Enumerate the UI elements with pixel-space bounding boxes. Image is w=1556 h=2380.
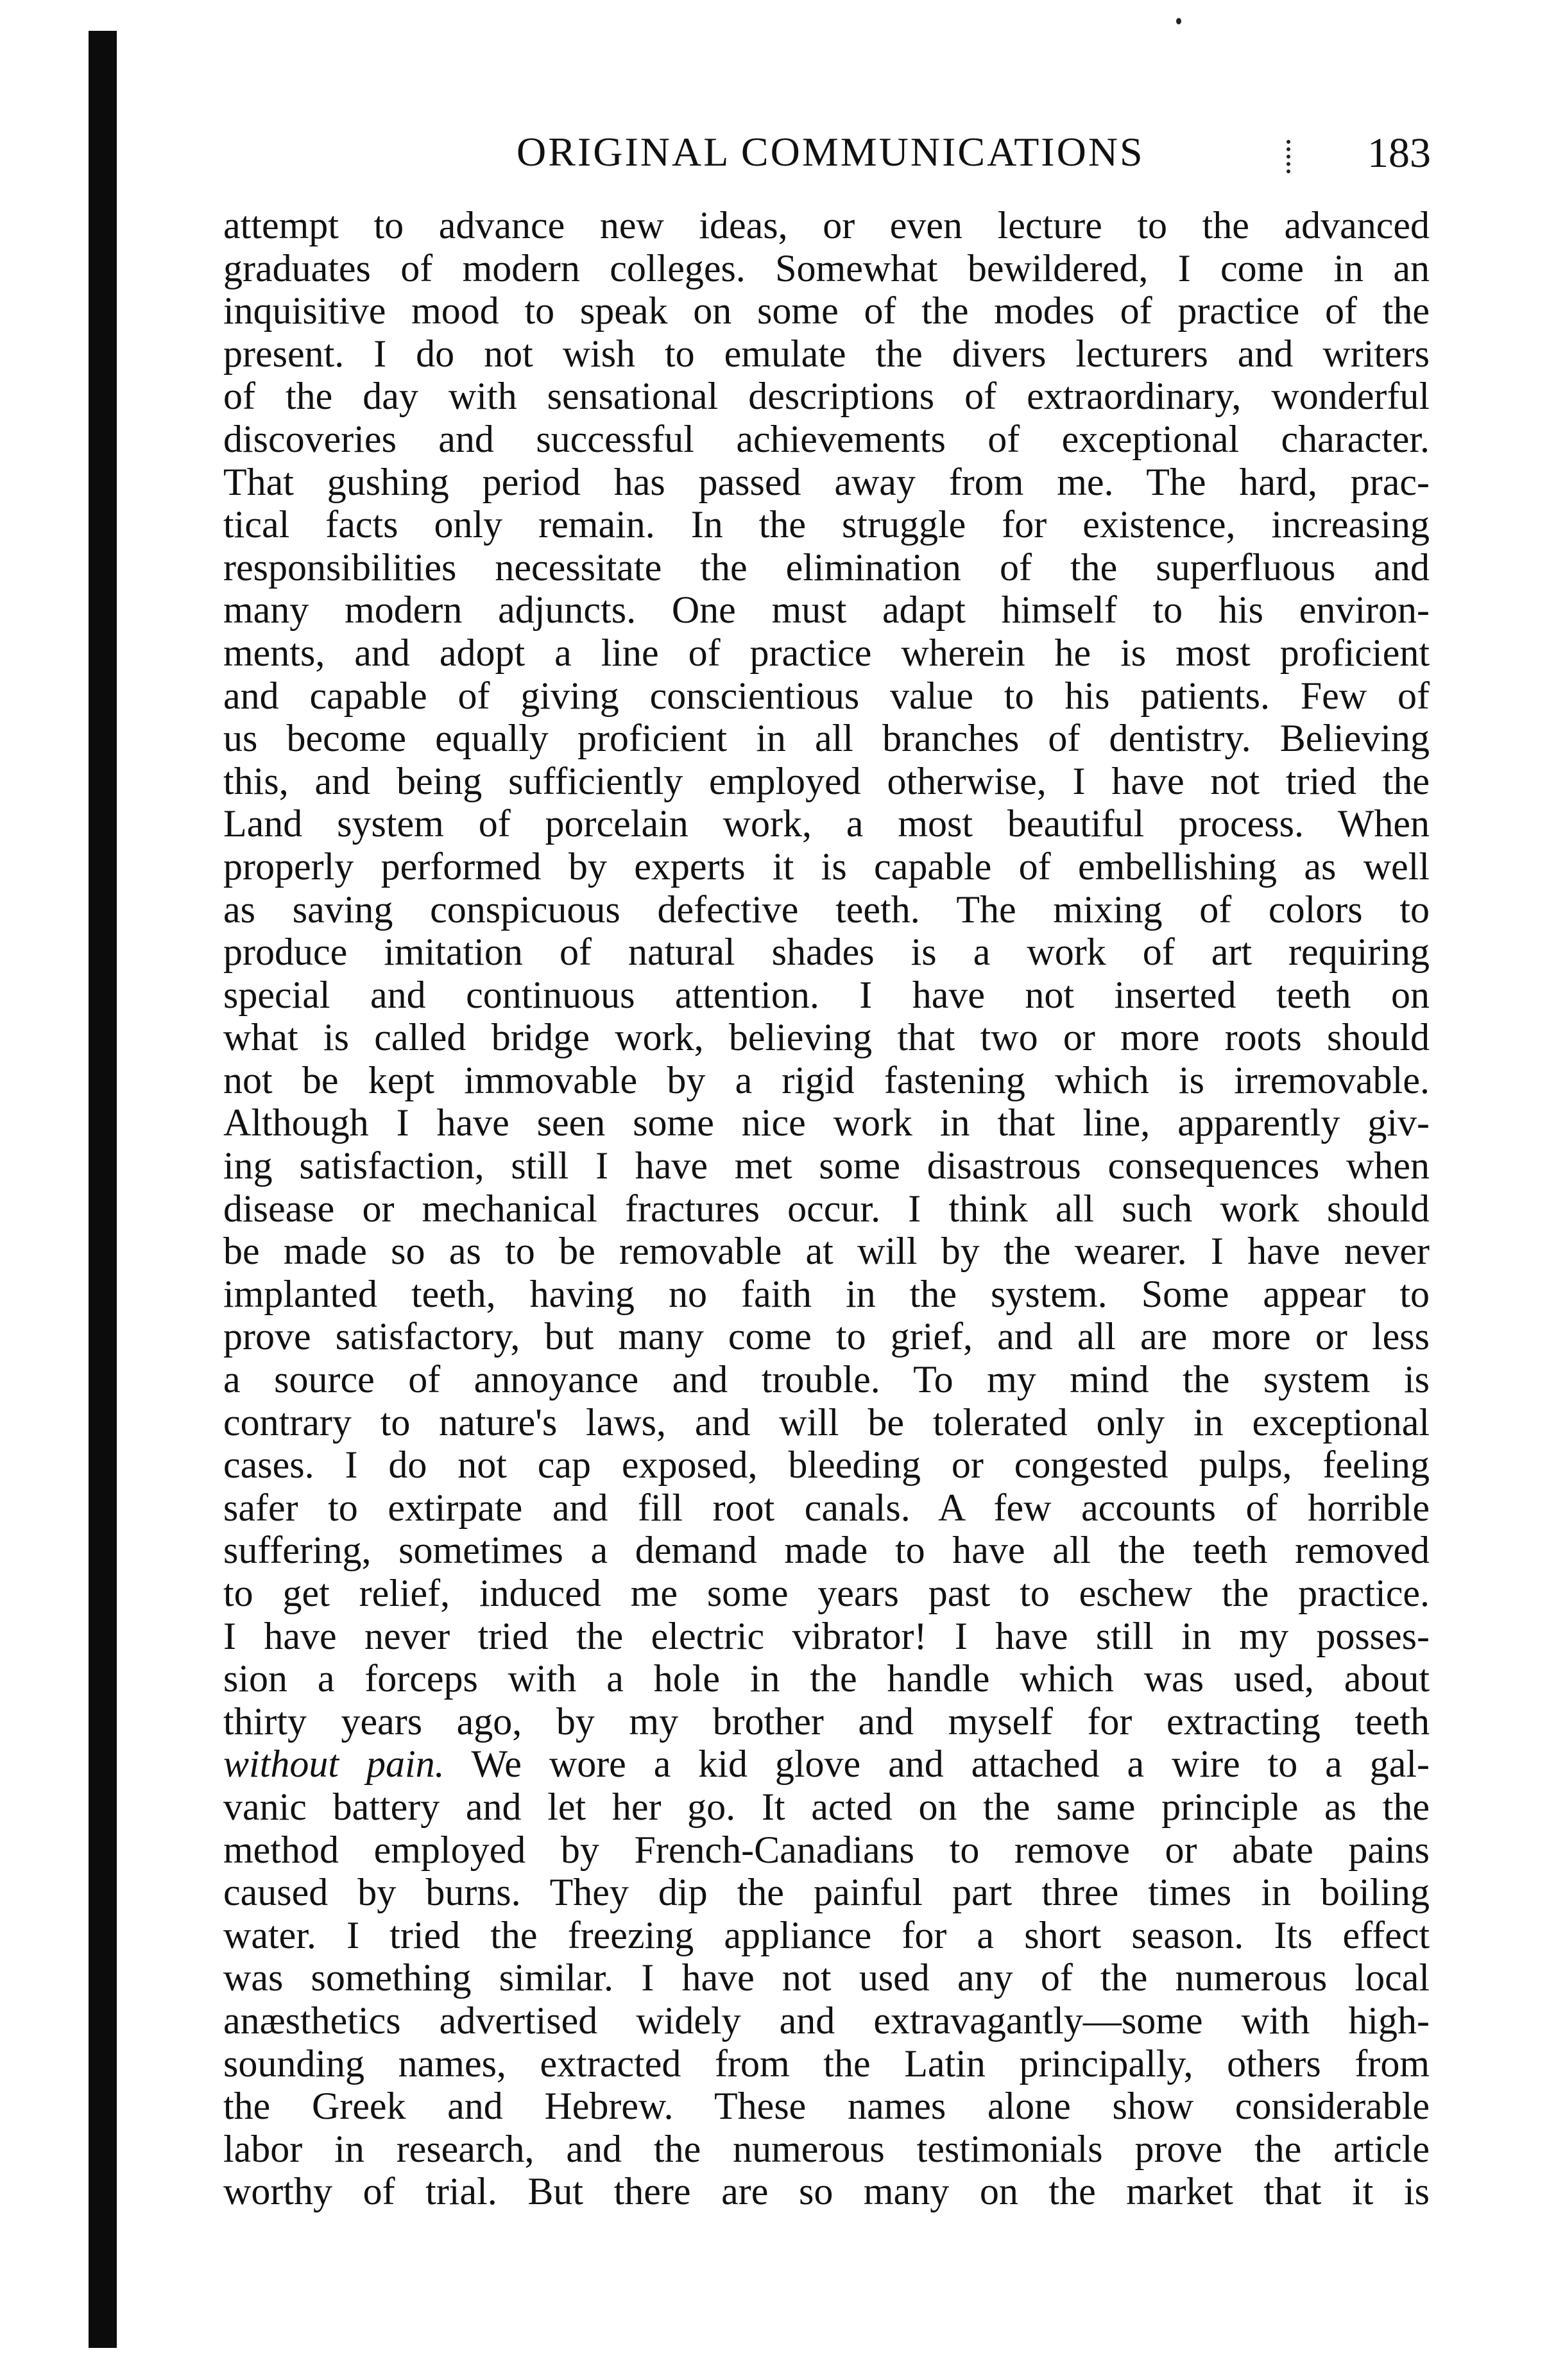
text-line: and capable of giving conscientious value to his patients. Few of bbox=[223, 674, 1430, 717]
text-line: Although I have seen some nice work in that line, apparently giv- bbox=[223, 1101, 1430, 1144]
text-line: Land system of porcelain work, a most beautiful process. When bbox=[223, 802, 1430, 845]
text-line: method employed by French-Canadians to remove or abate pains bbox=[223, 1828, 1430, 1871]
text-line: ments, and adopt a line of practice wherein he is most proficient bbox=[223, 631, 1430, 674]
text-line: contrary to nature's laws, and will be tolerated only in exceptional bbox=[223, 1401, 1430, 1444]
text-line: what is called bridge work, believing that two or more roots should bbox=[223, 1016, 1430, 1059]
text-line: inquisitive mood to speak on some of the modes of practice of the bbox=[223, 289, 1430, 332]
text-line: responsibilities necessitate the elimination of the superfluous and bbox=[223, 546, 1430, 589]
text-line: as saving conspicuous defective teeth. The mixing of colors to bbox=[223, 888, 1430, 931]
text-line: a source of annoyance and trouble. To my mind the system is bbox=[223, 1358, 1430, 1401]
text-line: prove satisfactory, but many come to grief, and all are more or less bbox=[223, 1315, 1430, 1358]
text-line: not be kept immovable by a rigid fastening which is irremovable. bbox=[223, 1058, 1430, 1101]
running-header bbox=[225, 123, 1431, 181]
text-line: I have never tried the electric vibrator! I have still in my posses- bbox=[223, 1614, 1430, 1657]
text-line: thirty years ago, by my brother and myself for extracting teeth bbox=[223, 1700, 1430, 1743]
text-line: produce imitation of natural shades is a work of art requiring bbox=[223, 931, 1430, 974]
text-line: us become equally proficient in all branches of dentistry. Believing bbox=[223, 717, 1430, 760]
text-line: discoveries and successful achievements of exceptional character. bbox=[223, 417, 1430, 460]
header-dot-mark bbox=[1287, 140, 1294, 173]
text-line: vanic battery and let her go. It acted on the same principle as the bbox=[223, 1785, 1430, 1828]
text-line: was something similar. I have not used any of the numerous local bbox=[223, 1956, 1430, 1999]
text-line: water. I tried the freezing appliance for a short season. Its effect bbox=[223, 1913, 1430, 1956]
text-line: worthy of trial. But there are so many on the market that it is bbox=[223, 2170, 1430, 2213]
text-line: sounding names, extracted from the Latin principally, others from bbox=[223, 2042, 1430, 2085]
text-line: sion a forceps with a hole in the handle which was used, about bbox=[223, 1657, 1430, 1700]
binding-edge-shadow bbox=[89, 31, 117, 2348]
running-title: ORIGINAL COMMUNICATIONS bbox=[517, 129, 1145, 175]
ink-speck bbox=[1176, 18, 1181, 24]
text-line: this, and being sufficiently employed otherwise, I have not tried the bbox=[223, 759, 1430, 802]
text-line: attempt to advance new ideas, or even lecture to the advanced bbox=[223, 204, 1430, 246]
text-line: cases. I do not cap exposed, bleeding or congested pulps, feeling bbox=[223, 1444, 1430, 1487]
text-line-remainder: We wore a kid glove and attached a wire to a gal- bbox=[471, 1743, 1430, 1786]
text-line: ing satisfaction, still I have met some disastrous consequences when bbox=[223, 1144, 1430, 1187]
text-line: tical facts only remain. In the struggle for existence, increasing bbox=[223, 503, 1430, 546]
text-line: the Greek and Hebrew. These names alone show considerable bbox=[223, 2085, 1430, 2128]
text-line: properly performed by experts it is capable of embellishing as well bbox=[223, 845, 1430, 888]
text-line: to get relief, induced me some years past to eschew the practice. bbox=[223, 1572, 1430, 1614]
text-line: disease or mechanical fractures occur. I think all such work should bbox=[223, 1187, 1430, 1230]
body-text bbox=[223, 204, 1430, 2213]
text-line: anæsthetics advertised widely and extravagantly—some with high- bbox=[223, 1999, 1430, 2042]
text-line: labor in research, and the numerous testimonials prove the article bbox=[223, 2127, 1430, 2170]
text-line: special and continuous attention. I have not inserted teeth on bbox=[223, 973, 1430, 1016]
text-line: suffering, sometimes a demand made to have all the teeth removed bbox=[223, 1529, 1430, 1572]
text-line: implanted teeth, having no faith in the system. Some appear to bbox=[223, 1272, 1430, 1315]
text-line: graduates of modern colleges. Somewhat bewildered, I come in an bbox=[223, 246, 1430, 289]
text-line: That gushing period has passed away from me. The hard, prac- bbox=[223, 460, 1430, 503]
text-line: of the day with sensational descriptions of extraordinary, wonderful bbox=[223, 375, 1430, 418]
text-line: present. I do not wish to emulate the divers lecturers and writers bbox=[223, 332, 1430, 375]
text-line: be made so as to be removable at will by the wearer. I have never bbox=[223, 1230, 1430, 1273]
text-line: safer to extirpate and fill root canals. A few accounts of horrible bbox=[223, 1486, 1430, 1529]
text-line-with-italic bbox=[223, 1743, 1430, 1786]
text-line: caused by burns. They dip the painful part three times in boiling bbox=[223, 1871, 1430, 1914]
italic-phrase: without pain. bbox=[223, 1743, 445, 1786]
page-number: 183 bbox=[1367, 130, 1431, 177]
text-line: many modern adjuncts. One must adapt himself to his environ- bbox=[223, 589, 1430, 632]
